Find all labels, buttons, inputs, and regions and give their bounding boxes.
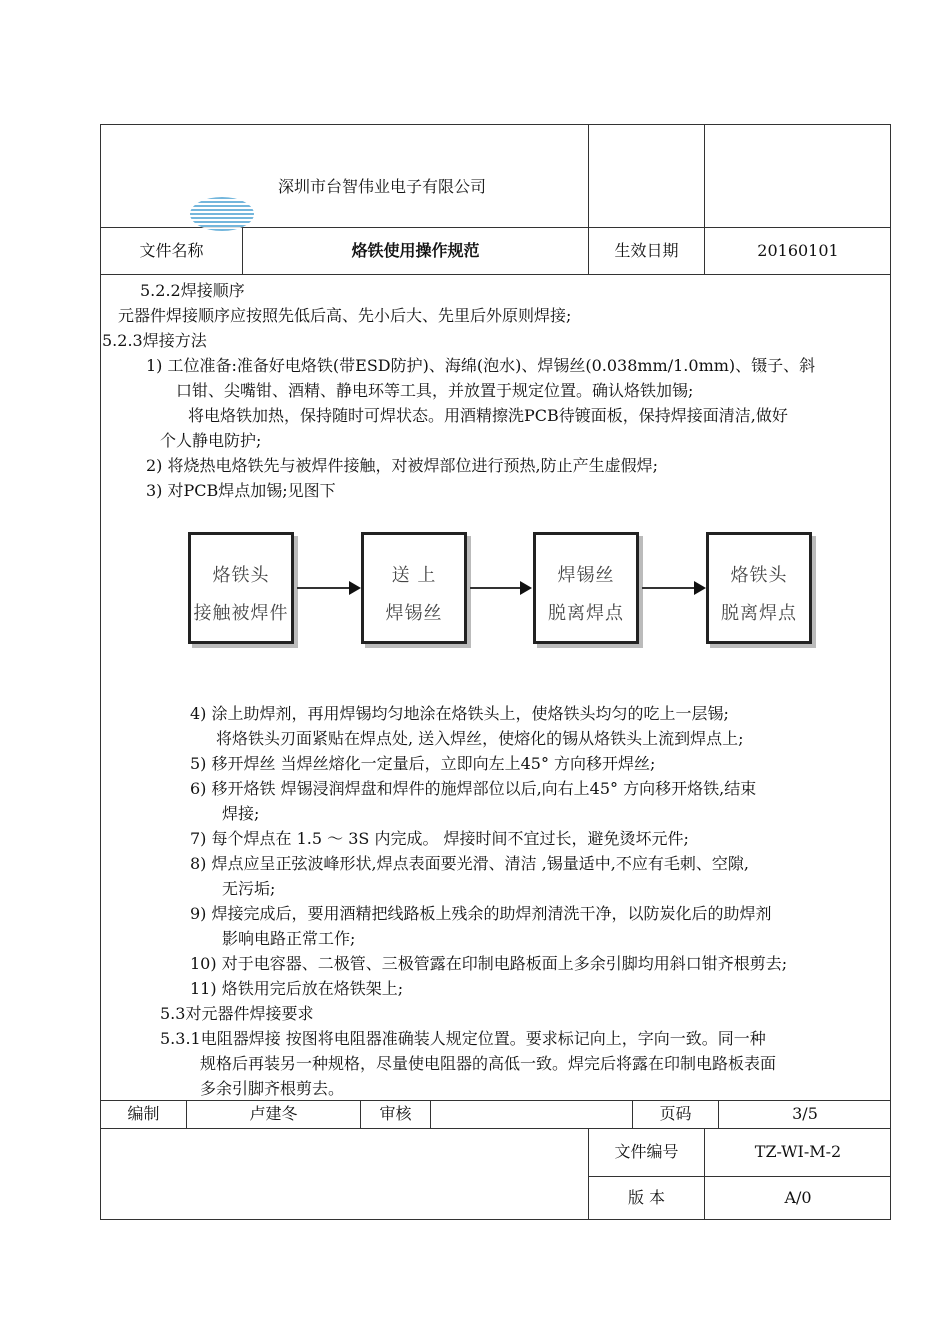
company-logo (190, 197, 254, 231)
text-line: 焊接; (222, 804, 260, 823)
text-line: 规格后再装另一种规格，尽量使电阻器的高低一致。焊完后将露在印制电路板表面 (200, 1054, 777, 1073)
doc-name-label: 文件名称 (139, 241, 204, 260)
section-5-2-3: 5.2.3焊接方法 (102, 331, 207, 350)
flow-step-3-line1: 焊锡丝 (557, 565, 615, 586)
list-item-3: 3) 对PCB焊点加锡;见图下 (146, 481, 336, 500)
flow-arrow-1 (297, 587, 359, 589)
flow-step-4 (706, 532, 812, 644)
version: A/0 (784, 1188, 812, 1207)
company-name: 深圳市台智伟业电子有限公司 (278, 177, 487, 196)
list-item-9: 9) 焊接完成后，要用酒精把线路板上残余的助焊剂清洗干净，以防炭化后的助焊剂 (190, 904, 772, 923)
version-label: 版 本 (627, 1188, 666, 1207)
header-bottom-line (100, 274, 891, 275)
doc-no: TZ-WI-M-2 (754, 1142, 842, 1161)
section-5-3: 5.3对元器件焊接要求 (160, 1004, 314, 1023)
page-number: 3/5 (792, 1104, 818, 1123)
list-item-4: 4) 涂上助焊剂，再用焊锡均匀地涂在烙铁头上，使烙铁头均匀的吃上一层锡; (190, 704, 729, 723)
effective-date: 20160101 (757, 241, 839, 260)
flow-step-1-line2: 接触被焊件 (193, 603, 289, 624)
list-item-5: 5) 移开焊丝 当焊丝熔化一定量后，立即向左上45° 方向移开焊丝; (190, 754, 656, 773)
doc-no-label: 文件编号 (614, 1142, 679, 1161)
flow-step-2-line1: 送 上 (391, 565, 437, 586)
text-line: 将烙铁头刃面紧贴在焊点处, 送入焊丝，使熔化的锡从烙铁头上流到焊点上; (216, 729, 744, 748)
section-5-3-1: 5.3.1电阻器焊接 按图将电阻器准确装人规定位置。要求标记向上，字向一致。同一种 (160, 1029, 766, 1048)
text-line: 无污垢; (222, 879, 276, 898)
footer-row-line (588, 1176, 891, 1177)
list-item-2: 2) 将烧热电烙铁先与被焊件接触，对被焊部位进行预热,防止产生虚假焊; (146, 456, 658, 475)
list-item-7: 7) 每个焊点在 1.5 ～ 3S 内完成。 焊接时间不宜过长，避免烫坏元件; (190, 829, 689, 848)
flow-step-2-line2: 焊锡丝 (385, 603, 443, 624)
arrow-head-icon (694, 581, 706, 595)
footer-top-line (100, 1100, 891, 1101)
compiled-by: 卢建冬 (249, 1104, 298, 1123)
compiled-label: 编制 (127, 1104, 160, 1123)
list-item-10: 10) 对于电容器、二极管、三极管露在印制电路板面上多余引脚均用斜口钳齐根剪去; (190, 954, 788, 973)
review-label: 审核 (379, 1104, 412, 1123)
footer-row-line (100, 1128, 891, 1129)
text-line: 元器件焊接顺序应按照先低后高、先小后大、先里后外原则焊接; (118, 306, 572, 325)
arrow-head-icon (520, 581, 532, 595)
text-line: 将电烙铁加热，保持随时可焊状态。用酒精擦洗PCB待镀面板，保持焊接面清洁,做好 (188, 406, 788, 425)
flow-step-3 (533, 532, 639, 644)
text-line: 个人静电防护; (160, 431, 262, 450)
footer-col-line (430, 1100, 431, 1128)
flow-arrow-2 (470, 587, 530, 589)
flow-step-4-line2: 脱离焊点 (721, 603, 797, 624)
list-item-1: 1) 工位准备:准备好电烙铁(带ESD防护)、海绵(泡水)、焊锡丝(0.038mm/1.0mm)、镊子、斜 (146, 356, 816, 375)
text-line: 多余引脚齐根剪去。 (200, 1079, 345, 1098)
list-item-8: 8) 焊点应呈正弦波峰形状,焊点表面要光滑、清洁 ,锡量适中,不应有毛刺、空隙, (190, 854, 749, 873)
section-5-2-2: 5.2.2焊接顺序 (140, 281, 245, 300)
arrow-head-icon (349, 581, 361, 595)
flow-arrow-3 (642, 587, 704, 589)
doc-name: 烙铁使用操作规范 (351, 241, 480, 260)
text-line: 口钳、尖嘴钳、酒精、静电环等工具，并放置于规定位置。确认烙铁加锡; (176, 381, 694, 400)
flow-step-2 (361, 532, 467, 644)
list-item-6: 6) 移开烙铁 焊锡浸润焊盘和焊件的施焊部位以后,向右上45° 方向移开烙铁,结束 (190, 779, 757, 798)
flow-step-4-line1: 烙铁头 (730, 565, 788, 586)
flow-step-1-line1: 烙铁头 (212, 565, 270, 586)
effective-date-label: 生效日期 (614, 241, 679, 260)
list-item-11: 11) 烙铁用完后放在烙铁架上; (190, 979, 404, 998)
page-label: 页码 (659, 1104, 692, 1123)
flow-step-1 (188, 532, 294, 644)
flow-step-3-line2: 脱离焊点 (548, 603, 624, 624)
text-line: 影响电路正常工作; (222, 929, 356, 948)
